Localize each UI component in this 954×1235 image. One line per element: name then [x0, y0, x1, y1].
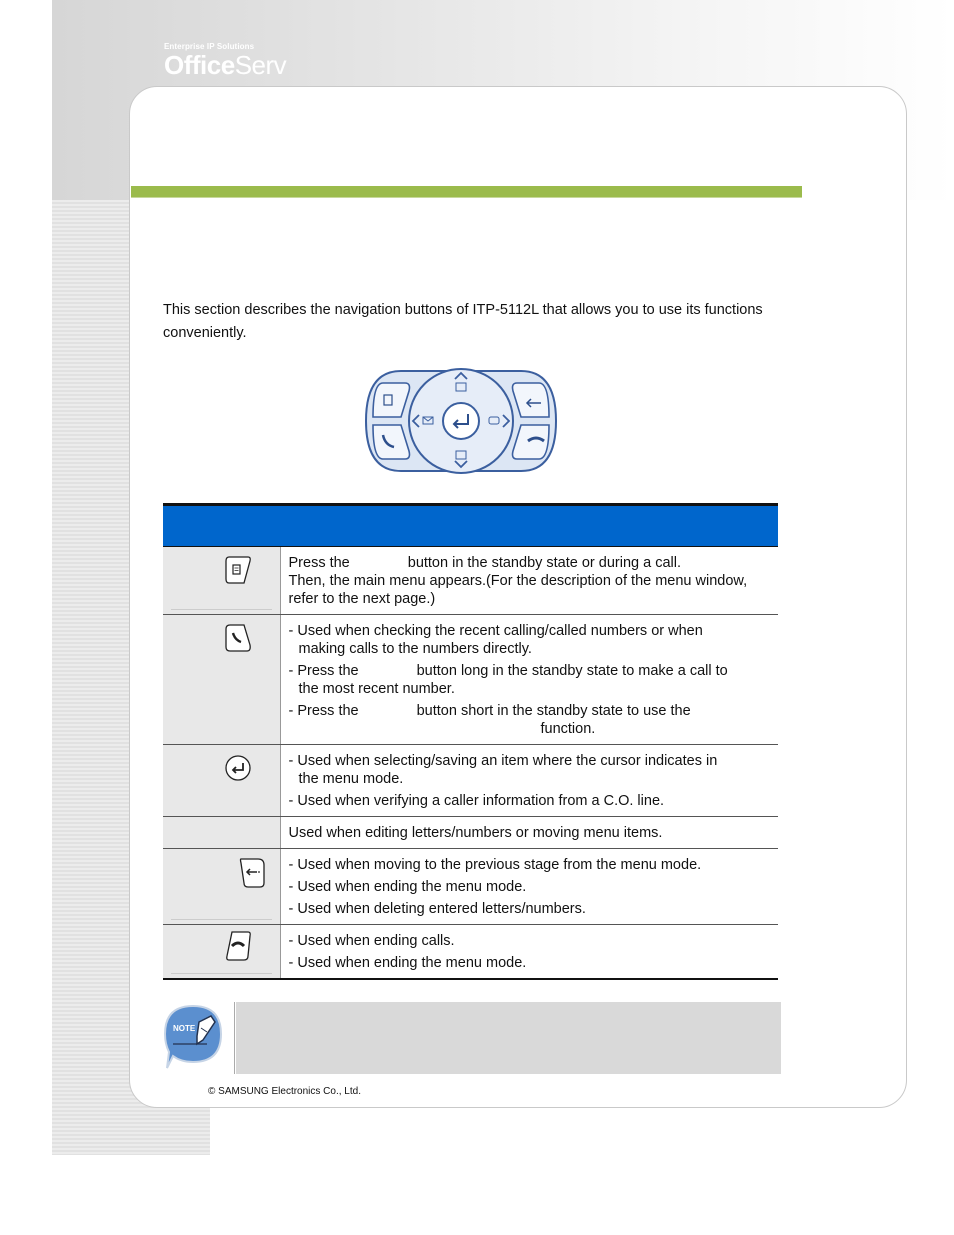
- navigation-pad-illustration: [361, 353, 561, 489]
- menu-button-description: Press the button in the standby state or during a call. Then, the main menu appears.(For the description of the menu window, refer to the next page.): [280, 547, 778, 615]
- back-button-description: - Used when moving to the previous stage from the menu mode. - Used when ending the menu mode. - Used when deleting entered letters/numbers.: [280, 849, 778, 925]
- logo-tagline: Enterprise IP Solutions: [164, 42, 255, 51]
- end-button-description: - Used when ending calls. - Used when ending the menu mode.: [280, 925, 778, 980]
- copyright-footer: © SAMSUNG Electronics Co., Ltd.: [208, 1086, 361, 1097]
- end-button-icon: [224, 930, 252, 962]
- enter-button-description: - Used when selecting/saving an item where the cursor indicates in the menu mode. - Used when verifying a caller information from a C.O. line.: [280, 745, 778, 817]
- note-icon: [163, 1004, 225, 1072]
- logo-brand-bold: Office: [164, 50, 235, 80]
- logo-brand-light: Serv: [234, 50, 287, 80]
- table-row: [163, 817, 778, 849]
- table-row: [163, 615, 778, 745]
- table-row: [163, 547, 778, 615]
- navigation-buttons-table: [163, 503, 778, 980]
- direction-buttons-description: Used when editing letters/numbers or moving menu items.: [280, 817, 778, 849]
- back-button-icon: [238, 857, 266, 889]
- section-title-bar: [131, 186, 802, 198]
- table-header-row: [163, 505, 778, 547]
- note-icon-label: NOTE: [173, 1024, 196, 1033]
- call-button-description: - Used when checking the recent calling/called numbers or when making calls to the numbers directly. - Press the button long in the standby state to make a call to the most recent number. - Press the button short in the standby state to use the function.: [280, 615, 778, 745]
- enter-button-icon: [224, 753, 252, 783]
- officeserv-logo: [164, 42, 286, 79]
- table-row: [163, 745, 778, 817]
- table-row: [163, 849, 778, 925]
- table-row: [163, 925, 778, 980]
- menu-button-icon: [224, 555, 252, 585]
- table-header-description-col: [280, 505, 778, 547]
- table-header-button-col: [163, 505, 280, 547]
- intro-paragraph: This section describes the navigation buttons of ITP-5112L that allows you to use its functions conveniently.: [163, 302, 763, 341]
- call-button-icon: [224, 623, 252, 653]
- note-box: [236, 1002, 781, 1074]
- note-divider: [234, 1002, 235, 1074]
